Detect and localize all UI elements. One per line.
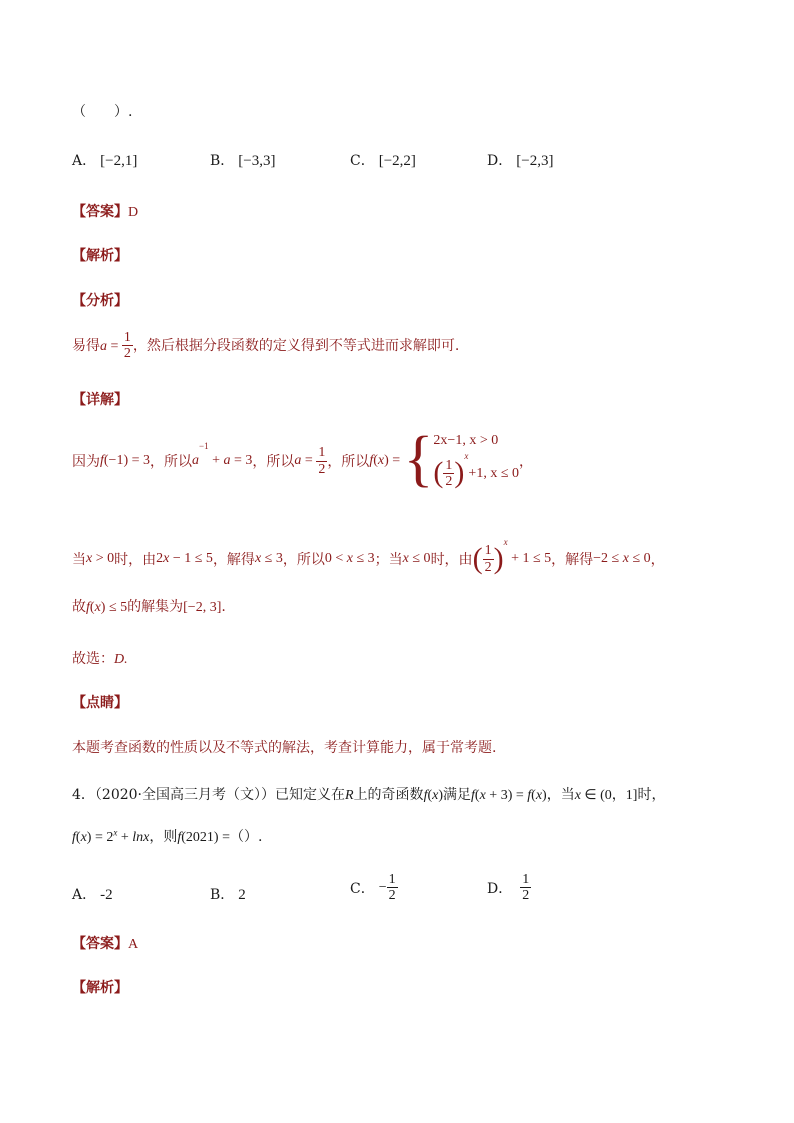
option-value: [−2,3] [516, 153, 554, 169]
text: ，解得 [212, 552, 255, 568]
option-value: [−3,3] [238, 153, 276, 169]
text: 时，由 [430, 552, 473, 568]
answer-tag: 【答案】 [72, 204, 128, 220]
conclusion-line: 故f(x) ≤ 5的解集为[−2, 3]. [72, 599, 226, 615]
text: 因为 [72, 454, 100, 470]
case-1: 2x−1, x > 0 [433, 432, 499, 448]
text: 时，由 [114, 552, 157, 568]
case-2: +1, x ≤ 0 [468, 466, 520, 482]
text: 上的奇函数 [353, 787, 424, 803]
answer-tag: 【答案】 [72, 936, 128, 952]
choose-line [72, 648, 128, 668]
text: ，则 [149, 829, 178, 845]
text: ， [519, 454, 534, 470]
answer-value: D [128, 205, 139, 220]
q3-option-c [350, 150, 416, 170]
option-label: A． [72, 887, 97, 903]
text: ， [650, 552, 665, 568]
text: 故 [72, 599, 86, 615]
q4-option-a [72, 884, 113, 904]
xiangjie-tag: 【详解】 [72, 392, 128, 408]
dianjing-text: 本题考查函数的性质以及不等式的解法，考查计算能力，属于常考题. [72, 740, 497, 756]
option-value: [−2,2] [378, 153, 416, 169]
q4-answer-row [72, 933, 138, 953]
option-label: D． [487, 153, 513, 169]
text: 4．（2020·全国高三月考（文））已知定义在 [72, 787, 345, 803]
option-sign: − [378, 879, 387, 895]
text: （）. [229, 829, 263, 845]
fraction-half: $\frac{1}{2}$ [318, 445, 326, 477]
option-label: C． [350, 880, 375, 897]
fraction-half: $\frac{1}{2}$ [388, 872, 396, 904]
dianjing-tag: 【点睛】 [72, 695, 128, 711]
option-value: -2 [100, 887, 113, 903]
case-analysis-line: 当x > 0时，由2x − 1 ≤ 5，解得x ≤ 3，所以0 < x ≤ 3；当x ≤ 0时，由( $\frac{1}{2}$ )$^x$ + 1 ≤ 5，解得−2 ≤ x ≤ 0， [72, 537, 665, 575]
q3-option-b [210, 150, 276, 170]
analysis-tag: 【解析】 [72, 980, 128, 996]
text: ，所以 [282, 552, 325, 568]
q3-option-d [487, 150, 553, 170]
option-label: A． [72, 153, 97, 169]
fenxi-row [72, 290, 128, 310]
dianjing-row [72, 692, 128, 712]
text: 的解集为 [127, 599, 184, 615]
text: 时， [637, 787, 666, 803]
text: ，所以 [150, 454, 193, 470]
detail-line: 因为f(−1) = 3，所以$a^{-1} + a = 3$，所以a = $\frac{1}{2}$ ，所以f(x) = { 2x−1, x > 0 ( $\frac{1}{2}$ )$^x$+1, x ≤ 0 ， [72, 425, 534, 493]
answer-row [72, 201, 138, 221]
q4-analysis-row [72, 977, 128, 997]
fraction-half: $\frac{1}{2}$ [123, 330, 131, 362]
fraction-half: $\frac{1}{2}$ [522, 872, 530, 904]
text: ，所以 [327, 454, 370, 470]
q4-stem-2: $f(x) = 2^x + \ln x$，则f(2021) =（）. [72, 827, 263, 845]
option-label: C． [350, 153, 375, 169]
piecewise: { 2x−1, x > 0 ( $\frac{1}{2}$ )$^x$+1, x ≤ 0 [403, 425, 520, 493]
q4-option-b [210, 884, 246, 904]
xiangjie-row [72, 389, 128, 409]
q4-option-c [350, 872, 398, 904]
text: 易得 [72, 337, 100, 354]
text: ，所以 [252, 454, 295, 470]
text: 当 [72, 552, 86, 568]
text: ，当 [546, 787, 575, 803]
fenxi-tag: 【分析】 [72, 293, 128, 309]
option-label: B． [210, 153, 235, 169]
q4-option-d [487, 872, 531, 904]
text: . [221, 599, 226, 615]
fenxi-text: 易得a = $\frac{1}{2}$ ，然后根据分段函数的定义得到不等式进而求解即可. [72, 330, 460, 362]
text: 满足 [443, 787, 472, 803]
option-label: B． [210, 887, 235, 903]
option-value: 2 [238, 887, 246, 903]
q4-stem: 4．（2020·全国高三月考（文））已知定义在R上的奇函数f(x)满足f(x + 3) = f(x)，当x ∈ (0，1]时， [72, 787, 666, 803]
analysis-tag: 【解析】 [72, 248, 128, 264]
answer-value: A [128, 937, 139, 952]
analysis-row [72, 245, 128, 265]
blank-parentheses: （ ）. [72, 104, 133, 120]
text: ，解得 [551, 552, 594, 568]
text: ；当 [374, 552, 403, 568]
text: ，然后根据分段函数的定义得到不等式进而求解即可. [132, 337, 460, 354]
text: 故选： [72, 651, 114, 667]
option-label: D． [487, 880, 513, 897]
q3-option-a [72, 150, 137, 170]
choice-answer: D. [114, 652, 128, 667]
option-value: [−2,1] [100, 153, 138, 169]
